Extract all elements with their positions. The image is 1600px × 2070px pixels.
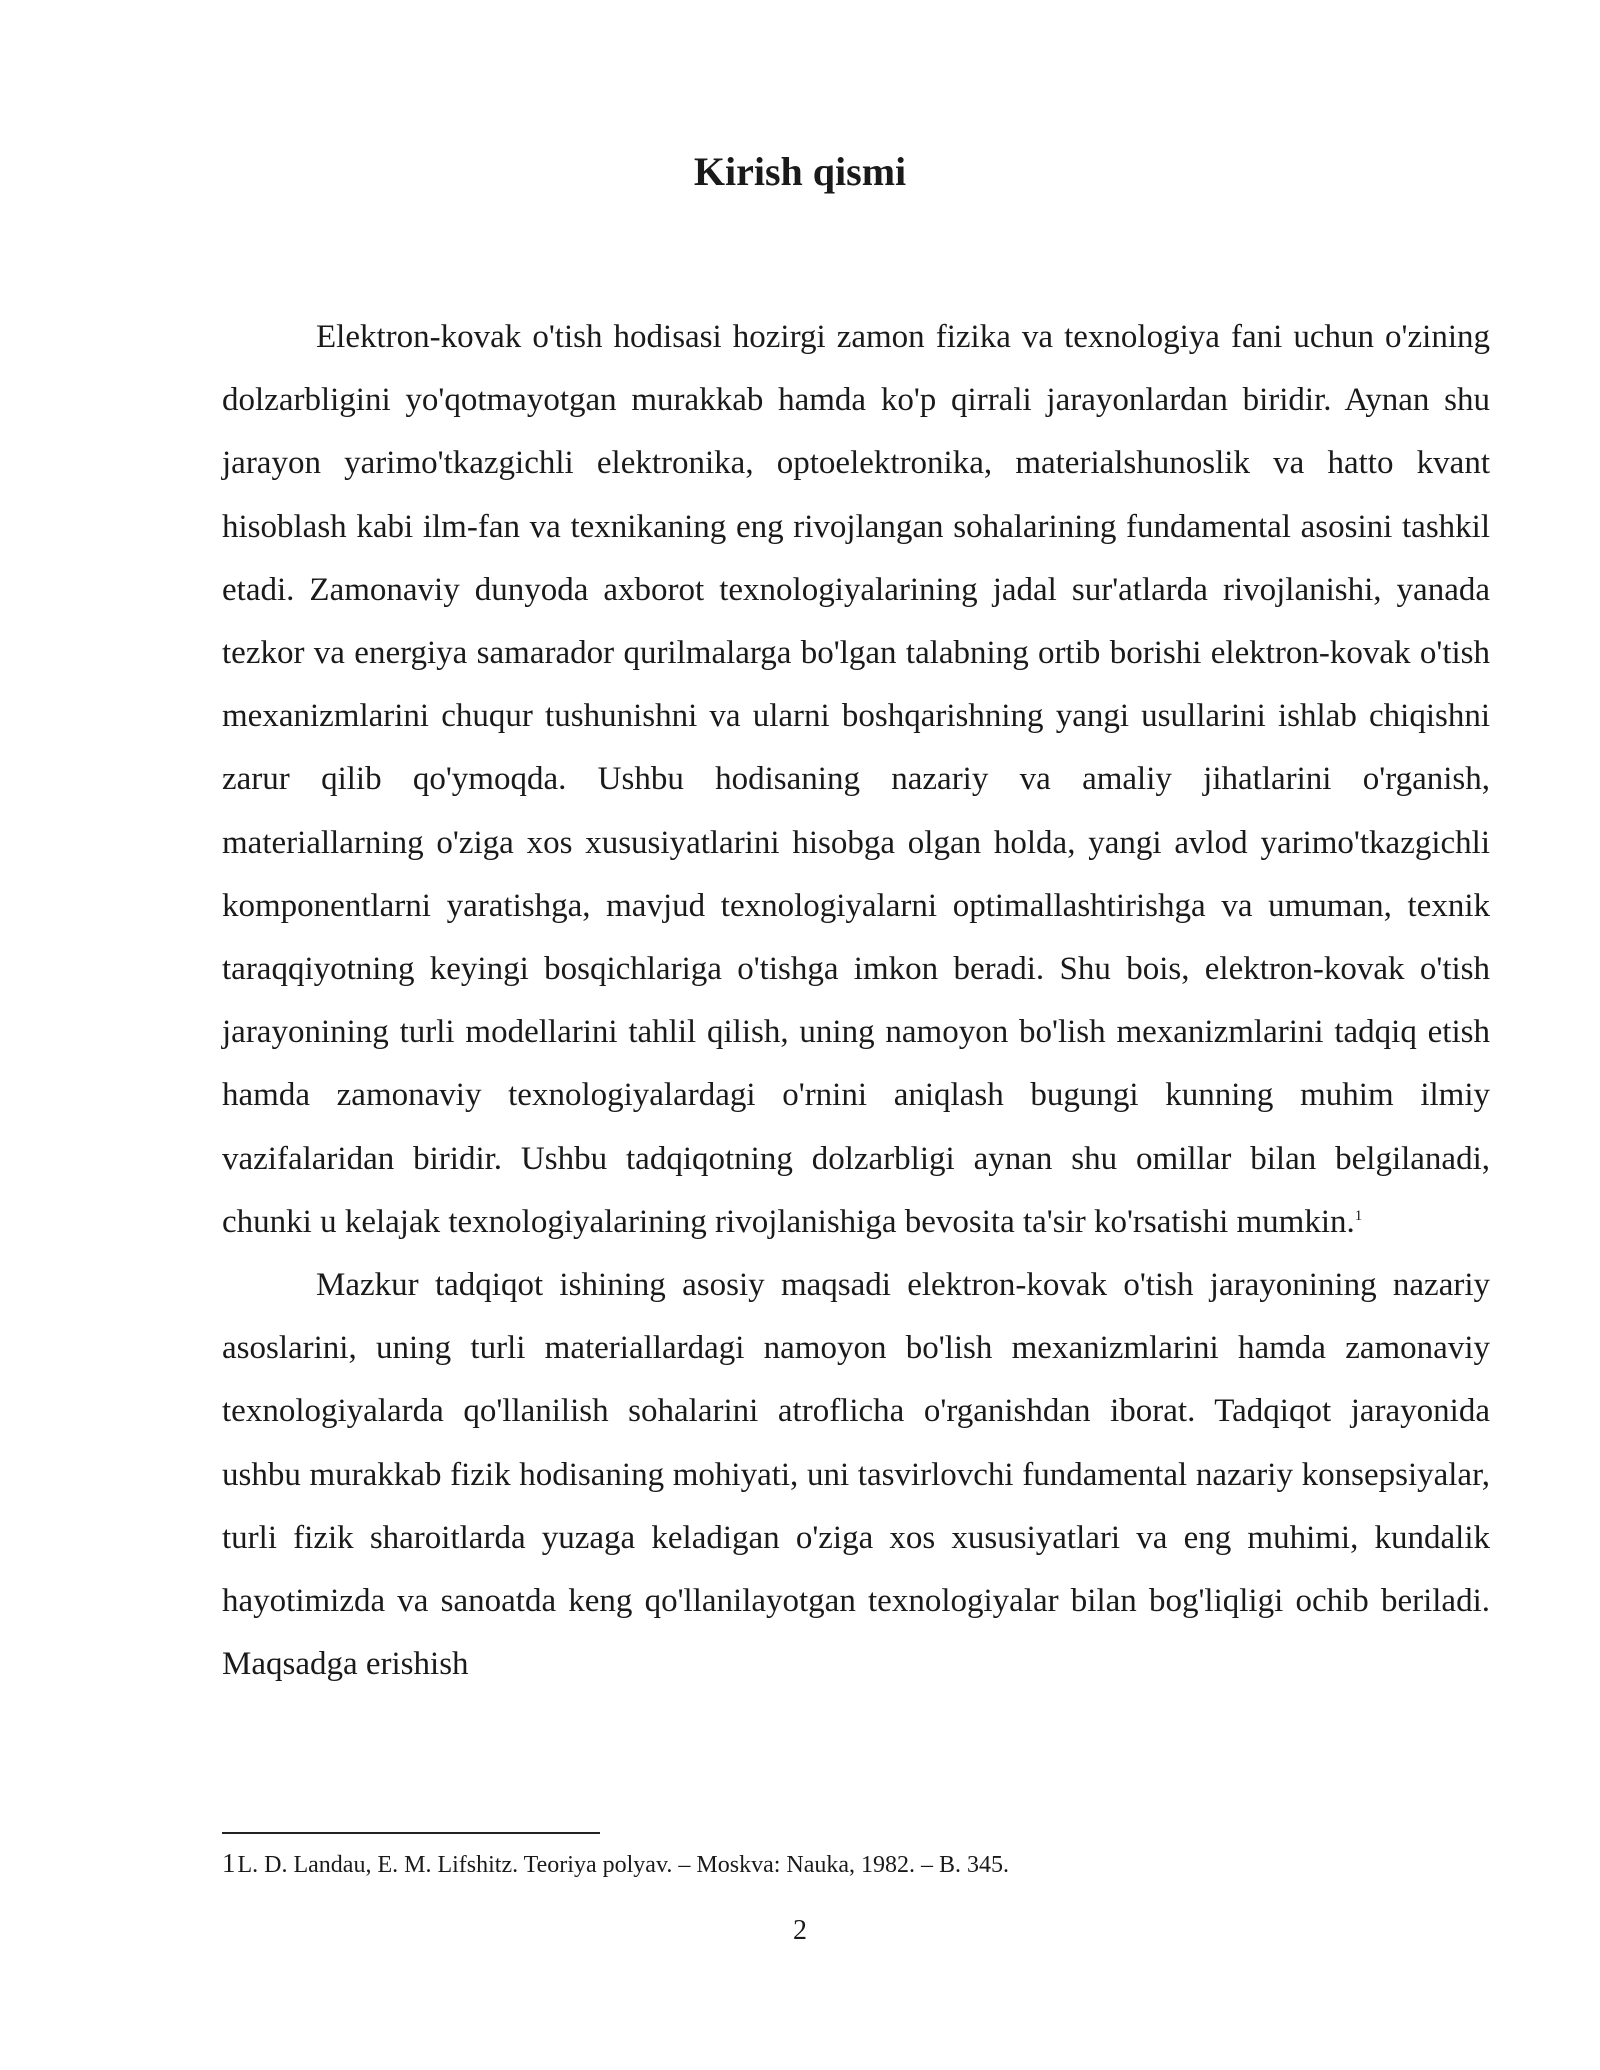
paragraph-2-text: Mazkur tadqiqot ishining asosiy maqsadi elektron-kovak o'tish jarayonining nazariy asoslarini, uning turli materiallardagi namoyon bo'lish mexanizmlarini hamda zamonaviy texnologiyalarda qo'llanilish sohalarini atroflicha o'rganishdan iborat. Tadqiqot jarayonida ushbu murakkab fizik hodisaning mohiyati, uni tasvirlovchi fundamental nazariy konsepsiyalar, turli fizik sharoitlarda yuzaga keladigan o'ziga xos xususiyatlari va eng muhimi, kundalik hayotimizda va sanoatda keng qo'llanilayotgan texnologiyalar bilan bog'liqligi ochib beriladi. Maqsadga erishish <box>222 1267 1490 1683</box>
body-text <box>222 306 1490 1696</box>
footnote-reference[interactable]: 1 <box>1354 1207 1363 1224</box>
paragraph-2 <box>222 1254 1490 1696</box>
page-number: 2 <box>793 1915 807 1946</box>
footnote-separator <box>222 1832 600 1834</box>
section-title: Kirish qismi <box>693 149 907 194</box>
paragraph-1-text: Elektron-kovak o'tish hodisasi hozirgi zamon fizika va texnologiya fani uchun o'zining dolzarbligini yo'qotmayotgan murakkab hamda ko'p qirrali jarayonlardan biridir. Aynan shu jarayon yarimo'tkazgichli elektronika, optoelektronika, materialshunoslik va hatto kvant hisoblash kabi ilm-fan va texnikaning eng rivojlangan sohalarining fundamental asosini tashkil etadi. Zamonaviy dunyoda axborot texnologiyalarining jadal sur'atlarda rivojlanishi, yanada tezkor va energiya samarador qurilmalarga bo'lgan talabning ortib borishi elektron-kovak o'tish mexanizmlarini chuqur tushunishni va ularni boshqarishning yangi usullarini ishlab chiqishni zarur qilib qo'ymoqda. Ushbu hodisaning nazariy va amaliy jihatlarini o'rganish, materiallarning o'ziga xos xususiyatlarini hisobga olgan holda, yangi avlod yarimo'tkazgichli komponentlarni yaratishga, mavjud texnologiyalarni optimallashtirishga va umuman, texnik taraqqiyotning keyingi bosqichlariga o'tishga imkon beradi. Shu bois, elektron-kovak o'tish jarayonining turli modellarini tahlil qilish, uning namoyon bo'lish mexanizmlarini tadqiq etish hamda zamonaviy texnologiyalardagi o'rnini aniqlash bugungi kunning muhim ilmiy vazifalaridan biridir. Ushbu tadqiqotning dolzarbligi aynan shu omillar bilan belgilanadi, chunki u kelajak texnologiyalarining rivojlanishiga bevosita ta'sir ko'rsatishi mumkin. <box>222 319 1490 1240</box>
paragraph-1 <box>222 306 1490 1254</box>
footnote-text: L. D. Landau, E. M. Lifshitz. Teoriya polyav. – Moskva: Nauka, 1982. – B. 345. <box>237 1852 1010 1878</box>
footnote <box>222 1848 1490 1880</box>
footnote-number: 1 <box>222 1848 236 1878</box>
